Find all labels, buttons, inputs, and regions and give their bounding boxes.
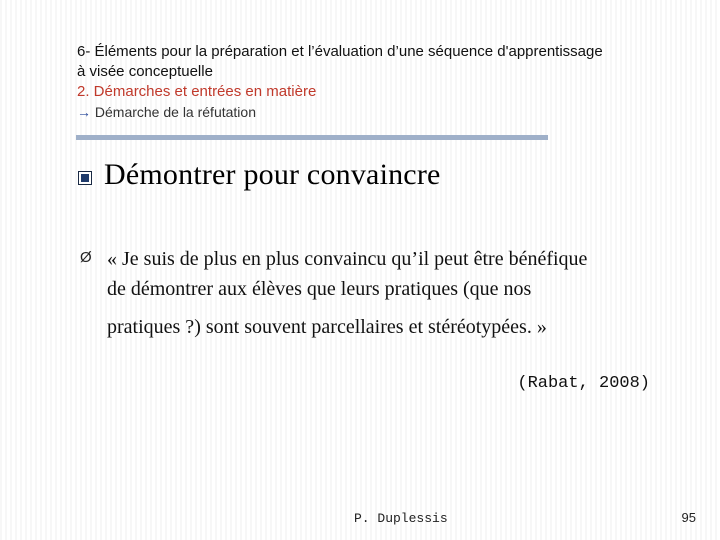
- header-subsection: [77, 102, 717, 122]
- header-section-title: 2. Démarches et entrées en matière: [77, 83, 317, 100]
- citation: (Rabat, 2008): [517, 374, 650, 393]
- quote-block: [107, 244, 707, 342]
- header-title-line2: à visée conceptuelle: [77, 63, 213, 80]
- footer-author: P. Duplessis: [354, 511, 448, 526]
- main-heading: [78, 158, 441, 192]
- header-divider: [76, 135, 548, 140]
- header-title-line1: 6- Éléments pour la préparation et l’évaluation d’une séquence d'apprentissage: [77, 43, 603, 60]
- page-number: 95: [681, 510, 696, 525]
- quote-line-2: de démontrer aux élèves que leurs pratiques (que nos: [107, 278, 532, 300]
- right-arrow-icon: →: [77, 104, 91, 120]
- quote-line-3: pratiques ?) sont souvent parcellaires et stéréotypées. »: [107, 316, 547, 338]
- arrowhead-bullet-icon: Ø: [80, 249, 92, 266]
- main-title: Démontrer pour convaincre: [104, 158, 441, 191]
- header-subsection-label: Démarche de la réfutation: [91, 104, 256, 120]
- square-bullet-icon: [78, 171, 92, 185]
- quote-line-1: « Je suis de plus en plus convaincu qu’il peut être bénéfique: [107, 248, 588, 270]
- slide-header: [77, 42, 717, 122]
